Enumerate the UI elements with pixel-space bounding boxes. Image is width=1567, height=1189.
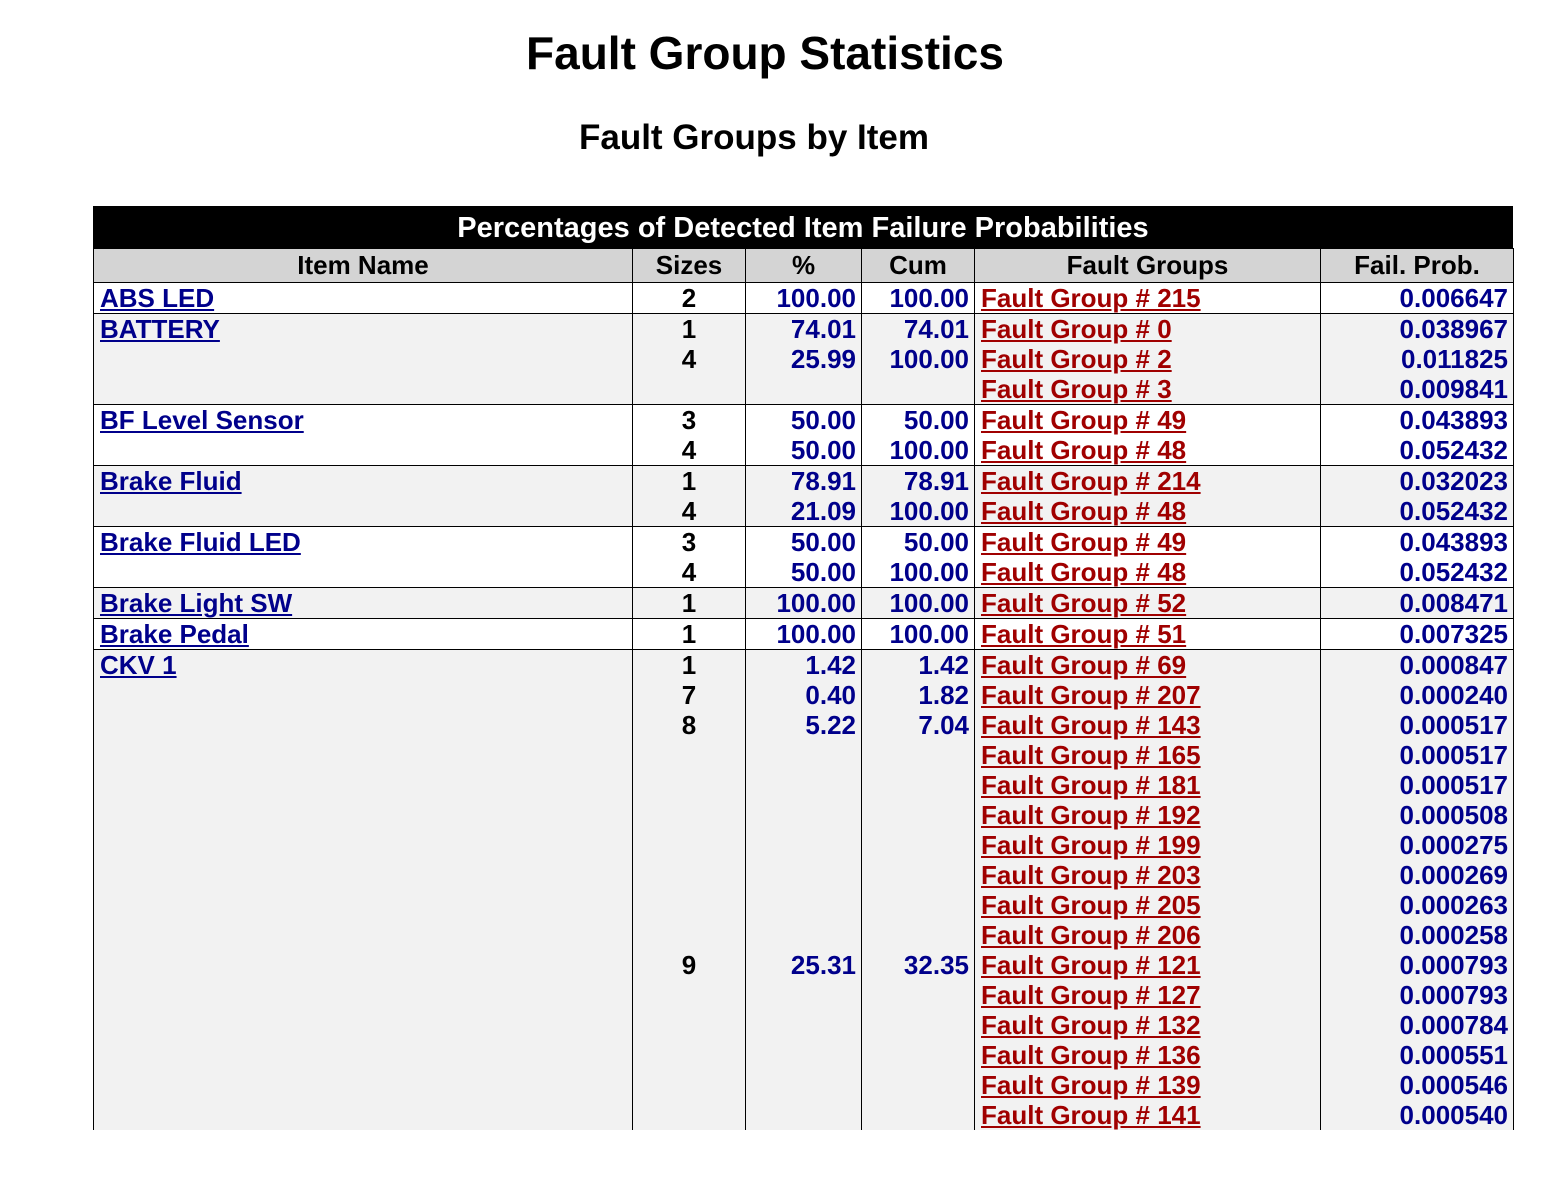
cum-value: 78.91	[903, 466, 969, 496]
fail-prob-value: 0.000540	[1399, 1100, 1508, 1130]
cum-value: 1.42	[918, 650, 969, 680]
fault-group-link[interactable]: Fault Group # 0	[981, 314, 1172, 344]
percent-value: 0.40	[805, 680, 856, 710]
percent-value: 100.00	[776, 588, 856, 618]
percent-value: 100.00	[776, 283, 856, 313]
fault-group-link[interactable]: Fault Group # 215	[981, 283, 1201, 313]
size-value: 2	[681, 283, 697, 313]
fail-prob-cell	[1321, 466, 1514, 527]
fault-groups-cell	[975, 314, 1321, 405]
sizes-cell	[633, 466, 746, 527]
size-value: 4	[681, 344, 697, 374]
item-link[interactable]: BF Level Sensor	[100, 405, 304, 435]
fault-group-link[interactable]: Fault Group # 51	[981, 619, 1187, 649]
sizes-cell	[633, 619, 746, 650]
fail-prob-cell	[1321, 314, 1514, 405]
fault-group-link[interactable]: Fault Group # 165	[981, 740, 1201, 770]
fail-prob-value: 0.000269	[1399, 860, 1508, 890]
fail-prob-value: 0.009841	[1399, 374, 1508, 404]
size-value: 4	[681, 435, 697, 465]
percent-cell	[746, 527, 862, 588]
percent-cell	[746, 619, 862, 650]
fault-group-link[interactable]: Fault Group # 49	[981, 405, 1187, 435]
size-value: 8	[681, 710, 697, 740]
fault-group-link[interactable]: Fault Group # 3	[981, 374, 1172, 404]
fail-prob-cell	[1321, 283, 1514, 314]
sizes-cell	[633, 588, 746, 619]
percent-value: 50.00	[790, 557, 856, 587]
header-row	[94, 249, 1514, 283]
fail-prob-value: 0.043893	[1399, 405, 1508, 435]
cum-value: 100.00	[889, 344, 969, 374]
fault-group-link[interactable]: Fault Group # 69	[981, 650, 1187, 680]
fault-groups-cell	[975, 619, 1321, 650]
fail-prob-value: 0.000508	[1399, 800, 1508, 830]
fault-group-link[interactable]: Fault Group # 203	[981, 860, 1201, 890]
fault-group-link[interactable]: Fault Group # 52	[981, 588, 1187, 618]
fail-prob-value: 0.043893	[1399, 527, 1508, 557]
header-sizes: Sizes	[633, 249, 746, 283]
percent-value: 25.99	[790, 344, 856, 374]
fault-group-link[interactable]: Fault Group # 48	[981, 496, 1187, 526]
fault-group-link[interactable]: Fault Group # 205	[981, 890, 1201, 920]
header-fail-prob: Fail. Prob.	[1321, 249, 1514, 283]
item-name-cell	[94, 527, 633, 588]
fail-prob-cell	[1321, 588, 1514, 619]
table-caption: Percentages of Detected Item Failure Probabilities	[93, 206, 1513, 248]
percent-cell	[746, 466, 862, 527]
fail-prob-value: 0.000263	[1399, 890, 1508, 920]
fail-prob-value: 0.052432	[1399, 496, 1508, 526]
fault-group-link[interactable]: Fault Group # 121	[981, 950, 1201, 980]
percent-value: 1.42	[805, 650, 856, 680]
header-cum: Cum	[862, 249, 975, 283]
header-fault-groups: Fault Groups	[975, 249, 1321, 283]
item-name-cell	[94, 314, 633, 405]
percent-cell	[746, 283, 862, 314]
fault-group-link[interactable]: Fault Group # 206	[981, 920, 1201, 950]
size-value: 1	[681, 588, 697, 618]
page-title: Fault Group Statistics	[526, 27, 1004, 79]
fail-prob-value: 0.000517	[1399, 710, 1508, 740]
fault-groups-cell	[975, 466, 1321, 527]
size-value: 1	[681, 314, 697, 344]
item-link[interactable]: Brake Fluid	[100, 466, 242, 496]
cum-value: 1.82	[918, 680, 969, 710]
fault-group-link[interactable]: Fault Group # 207	[981, 680, 1201, 710]
fail-prob-cell	[1321, 405, 1514, 466]
table-row	[94, 283, 1514, 314]
fail-prob-value: 0.000275	[1399, 830, 1508, 860]
sizes-cell	[633, 527, 746, 588]
cum-value: 32.35	[903, 950, 969, 980]
percent-value: 74.01	[790, 314, 856, 344]
fault-group-link[interactable]: Fault Group # 141	[981, 1100, 1201, 1130]
item-link[interactable]: ABS LED	[100, 283, 215, 313]
fail-prob-value: 0.038967	[1399, 314, 1508, 344]
fault-group-link[interactable]: Fault Group # 181	[981, 770, 1201, 800]
table-row	[94, 619, 1514, 650]
size-value: 9	[681, 950, 697, 980]
fault-group-table	[93, 248, 1514, 1130]
size-value: 4	[681, 557, 697, 587]
size-value: 3	[681, 527, 697, 557]
header-percent: %	[746, 249, 862, 283]
percent-cell	[746, 650, 862, 1131]
cum-cell	[862, 314, 975, 405]
table-row	[94, 314, 1514, 405]
fail-prob-value: 0.000258	[1399, 920, 1508, 950]
fail-prob-value: 0.000793	[1399, 950, 1508, 980]
percent-value: 100.00	[776, 619, 856, 649]
cum-cell	[862, 588, 975, 619]
cum-value: 7.04	[918, 710, 969, 740]
item-name-cell	[94, 283, 633, 314]
cum-value: 100.00	[889, 283, 969, 313]
percent-value: 50.00	[790, 435, 856, 465]
fault-group-link[interactable]: Fault Group # 49	[981, 527, 1187, 557]
table-body	[94, 283, 1514, 1131]
percent-cell	[746, 405, 862, 466]
page-subtitle: Fault Groups by Item	[578, 118, 930, 157]
table-row	[94, 650, 1514, 1131]
item-name-cell	[94, 619, 633, 650]
item-name-cell	[94, 405, 633, 466]
size-value: 1	[681, 619, 697, 649]
cum-cell	[862, 527, 975, 588]
fault-group-link[interactable]: Fault Group # 127	[981, 980, 1201, 1010]
fail-prob-value: 0.052432	[1399, 557, 1508, 587]
cum-cell	[862, 283, 975, 314]
table-row	[94, 466, 1514, 527]
fail-prob-value: 0.007325	[1399, 619, 1508, 649]
fail-prob-value: 0.000546	[1399, 1070, 1508, 1100]
fail-prob-cell	[1321, 527, 1514, 588]
fault-groups-cell	[975, 650, 1321, 1131]
sizes-cell	[633, 650, 746, 1131]
cum-value: 50.00	[903, 527, 969, 557]
percent-value: 21.09	[790, 496, 856, 526]
cum-value: 100.00	[889, 435, 969, 465]
percent-value: 50.00	[790, 405, 856, 435]
cum-value: 100.00	[889, 619, 969, 649]
size-value: 1	[681, 466, 697, 496]
cum-cell	[862, 619, 975, 650]
fail-prob-value: 0.000784	[1399, 1010, 1508, 1040]
item-name-cell	[94, 588, 633, 619]
cum-value: 74.01	[903, 314, 969, 344]
fail-prob-value: 0.032023	[1399, 466, 1508, 496]
cum-value: 100.00	[889, 496, 969, 526]
report-table-container	[93, 206, 1513, 1130]
fault-group-link[interactable]: Fault Group # 132	[981, 1010, 1201, 1040]
percent-value: 50.00	[790, 527, 856, 557]
item-link[interactable]: BATTERY	[100, 314, 220, 344]
percent-cell	[746, 588, 862, 619]
fail-prob-value: 0.052432	[1399, 435, 1508, 465]
fault-group-link[interactable]: Fault Group # 136	[981, 1040, 1201, 1070]
percent-cell	[746, 314, 862, 405]
fault-group-link[interactable]: Fault Group # 2	[981, 344, 1172, 374]
item-link[interactable]: CKV 1	[100, 650, 177, 680]
fault-groups-cell	[975, 588, 1321, 619]
fail-prob-value: 0.008471	[1399, 588, 1508, 618]
item-name-cell	[94, 650, 633, 1131]
size-value: 4	[681, 496, 697, 526]
fail-prob-value: 0.006647	[1399, 283, 1508, 313]
table-row	[94, 405, 1514, 466]
fault-group-link[interactable]: Fault Group # 48	[981, 557, 1187, 587]
size-value: 7	[681, 680, 697, 710]
cum-value: 100.00	[889, 557, 969, 587]
item-name-cell	[94, 466, 633, 527]
table-row	[94, 527, 1514, 588]
cum-value: 100.00	[889, 588, 969, 618]
size-value: 1	[681, 650, 697, 680]
fault-groups-cell	[975, 283, 1321, 314]
fail-prob-value: 0.000517	[1399, 740, 1508, 770]
fault-groups-cell	[975, 405, 1321, 466]
cum-cell	[862, 650, 975, 1131]
sizes-cell	[633, 314, 746, 405]
header-item-name: Item Name	[94, 249, 633, 283]
sizes-cell	[633, 405, 746, 466]
fail-prob-value: 0.000793	[1399, 980, 1508, 1010]
percent-value: 78.91	[790, 466, 856, 496]
fault-groups-cell	[975, 527, 1321, 588]
fail-prob-value: 0.011825	[1400, 344, 1508, 374]
size-value: 3	[681, 405, 697, 435]
table-row	[94, 588, 1514, 619]
item-link[interactable]: Brake Pedal	[100, 619, 249, 649]
fail-prob-cell	[1321, 619, 1514, 650]
fault-group-link[interactable]: Fault Group # 48	[981, 435, 1187, 465]
fail-prob-value: 0.000847	[1399, 650, 1508, 680]
fault-group-link[interactable]: Fault Group # 192	[981, 800, 1201, 830]
cum-value: 50.00	[903, 405, 969, 435]
fault-group-link[interactable]: Fault Group # 199	[981, 830, 1201, 860]
item-link[interactable]: Brake Fluid LED	[100, 527, 301, 557]
fault-group-link[interactable]: Fault Group # 214	[981, 466, 1201, 496]
fault-group-link[interactable]: Fault Group # 139	[981, 1070, 1201, 1100]
fail-prob-value: 0.000551	[1399, 1040, 1508, 1070]
cum-cell	[862, 466, 975, 527]
fail-prob-value: 0.000240	[1399, 680, 1508, 710]
item-link[interactable]: Brake Light SW	[100, 588, 293, 618]
fail-prob-value: 0.000517	[1399, 770, 1508, 800]
sizes-cell	[633, 283, 746, 314]
percent-value: 25.31	[790, 950, 856, 980]
cum-cell	[862, 405, 975, 466]
fault-group-link[interactable]: Fault Group # 143	[981, 710, 1201, 740]
fail-prob-cell	[1321, 650, 1514, 1131]
percent-value: 5.22	[805, 710, 856, 740]
